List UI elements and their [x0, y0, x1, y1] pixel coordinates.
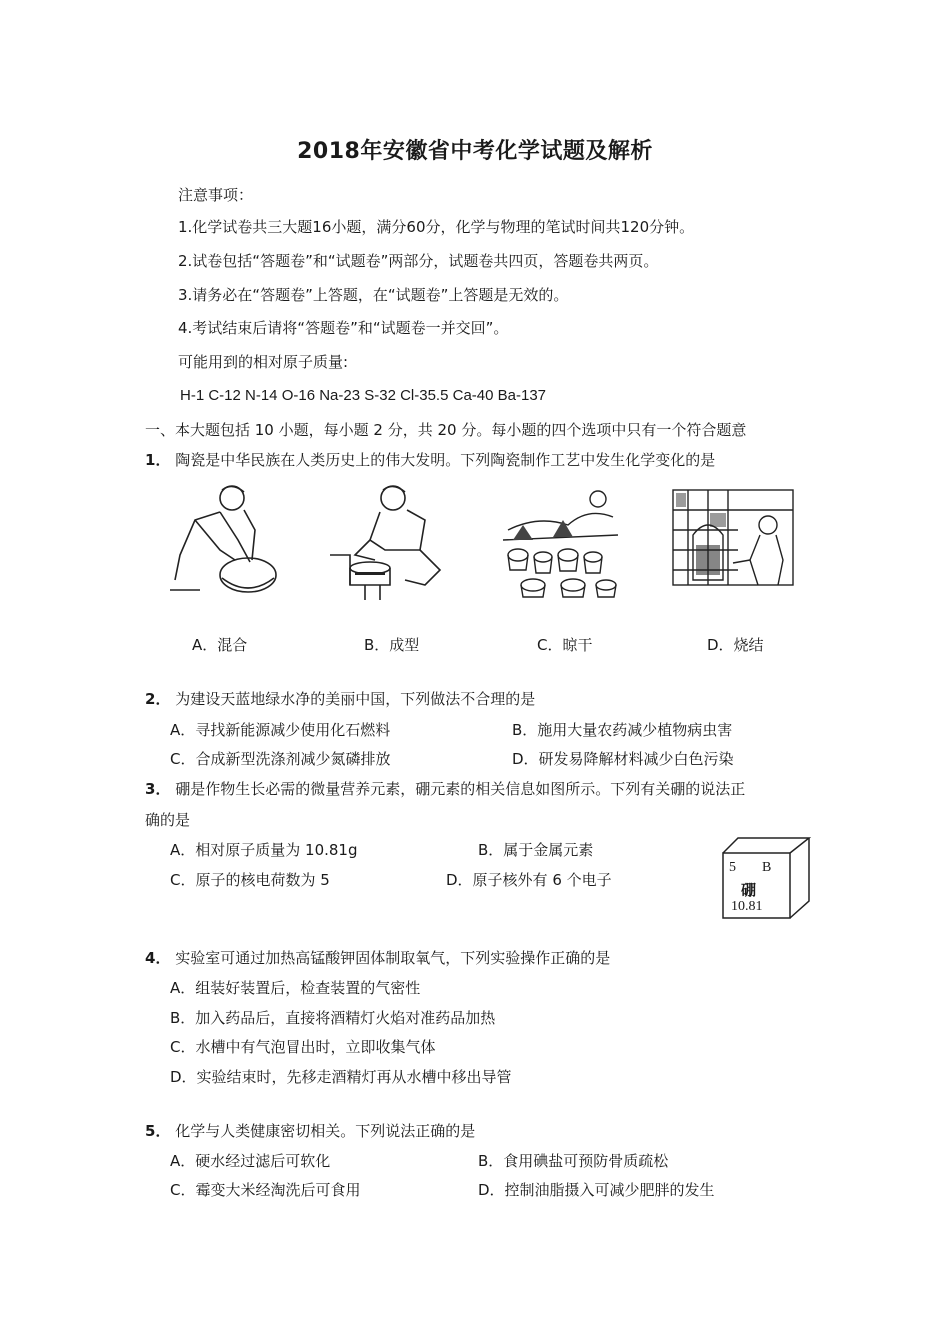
- question-stem: 陶瓷是中华民族在人类历史上的伟大发明。下列陶瓷制作工艺中发生化学变化的是: [175, 451, 716, 469]
- page-title: 2018年安徽省中考化学试题及解析: [297, 139, 653, 164]
- question-stem: 硼是作物生长必需的微量营养元素，硼元素的相关信息如图所示。下列有关硼的说法正: [175, 780, 746, 798]
- figure-firing: [668, 485, 798, 610]
- option-b: B．加入药品后，直接将酒精灯火焰对准药品加热: [170, 1009, 496, 1027]
- option-d: D．研发易降解材料减少白色污染: [512, 750, 734, 768]
- question-4: 4． 实验室可通过加热高锰酸钾固体制取氧气，下列实验操作正确的是: [145, 949, 611, 967]
- atomic-mass-label: 可能用到的相对原子质量:: [178, 353, 349, 371]
- question-stem: 为建设天蓝地绿水净的美丽中国，下列做法不合理的是: [175, 690, 536, 708]
- option-d: D．烧结: [707, 636, 764, 654]
- figure-drying: [498, 485, 628, 605]
- option-c: C．霉变大米经淘洗后可食用: [170, 1181, 361, 1199]
- option-c: C．水槽中有气泡冒出时，立即收集气体: [170, 1038, 436, 1056]
- notice-item-4: 4.考试结束后请将“答题卷”和“试题卷一并交回”。: [178, 319, 509, 337]
- question-number: 3: [145, 780, 156, 798]
- option-a: A．相对原子质量为 10.81g: [170, 841, 358, 859]
- notice-item-3: 3.请务必在“答题卷”上答题，在“试题卷”上答题是无效的。: [178, 286, 569, 304]
- question-number: 5: [145, 1122, 156, 1140]
- element-name: 硼: [741, 881, 757, 899]
- option-a: A．混合: [192, 636, 248, 654]
- question-number: 1: [145, 451, 156, 469]
- question-stem: 实验室可通过加热高锰酸钾固体制取氧气，下列实验操作正确的是: [175, 949, 611, 967]
- option-b: B．属于金属元素: [478, 841, 594, 859]
- notice-item-2: 2.试卷包括“答题卷”和“试题卷”两部分，试题卷共四页，答题卷共两页。: [178, 252, 659, 270]
- option-a: A．组装好装置后，检查装置的气密性: [170, 979, 421, 997]
- question-stem: 化学与人类健康密切相关。下列说法正确的是: [175, 1122, 476, 1140]
- question-stem-continued: 确的是: [145, 811, 191, 829]
- option-d: D．控制油脂摄入可减少肥胖的发生: [478, 1181, 715, 1199]
- figure-mixing: [160, 480, 280, 605]
- option-d: D．原子核外有 6 个电子: [446, 871, 612, 889]
- notice-heading: 注意事项：: [178, 186, 254, 204]
- section-heading: 一、本大题包括 10 小题，每小题 2 分，共 20 分。每小题的四个选项中只有一个符合题意: [145, 421, 747, 439]
- option-c: C．合成新型洗涤剂减少氮磷排放: [170, 750, 391, 768]
- figure-shaping: [325, 480, 450, 605]
- option-c: C．原子的核电荷数为 5: [170, 871, 330, 889]
- atomic-mass-list: H-1 C-12 N-14 O-16 Na-23 S-32 Cl-35.5 Ca-40 Ba-137: [180, 387, 546, 404]
- atomic-number: 5: [729, 860, 736, 875]
- question-5: 5． 化学与人类健康密切相关。下列说法正确的是: [145, 1122, 476, 1140]
- atomic-mass: 10.81: [731, 899, 763, 914]
- question-number: 4: [145, 949, 156, 967]
- option-a: A．硬水经过滤后可软化: [170, 1152, 331, 1170]
- option-b: B．成型: [364, 636, 420, 654]
- question-1: 1． 陶瓷是中华民族在人类历史上的伟大发明。下列陶瓷制作工艺中发生化学变化的是: [145, 451, 716, 469]
- option-b: B．施用大量农药减少植物病虫害: [512, 721, 733, 739]
- question-2: 2． 为建设天蓝地绿水净的美丽中国，下列做法不合理的是: [145, 690, 536, 708]
- element-cell-boron: [720, 835, 812, 920]
- option-c: C．晾干: [537, 636, 593, 654]
- option-b: B．食用碘盐可预防骨质疏松: [478, 1152, 669, 1170]
- question-3: 3． 硼是作物生长必需的微量营养元素，硼元素的相关信息如图所示。下列有关硼的说法正: [145, 780, 746, 798]
- question-number: 2: [145, 690, 156, 708]
- option-a: A．寻找新能源减少使用化石燃料: [170, 721, 391, 739]
- element-symbol: B: [762, 860, 772, 875]
- option-d: D．实验结束时，先移走酒精灯再从水槽中移出导管: [170, 1068, 512, 1086]
- notice-item-1: 1.化学试卷共三大题16小题，满分60分，化学与物理的笔试时间共120分钟。: [178, 218, 695, 236]
